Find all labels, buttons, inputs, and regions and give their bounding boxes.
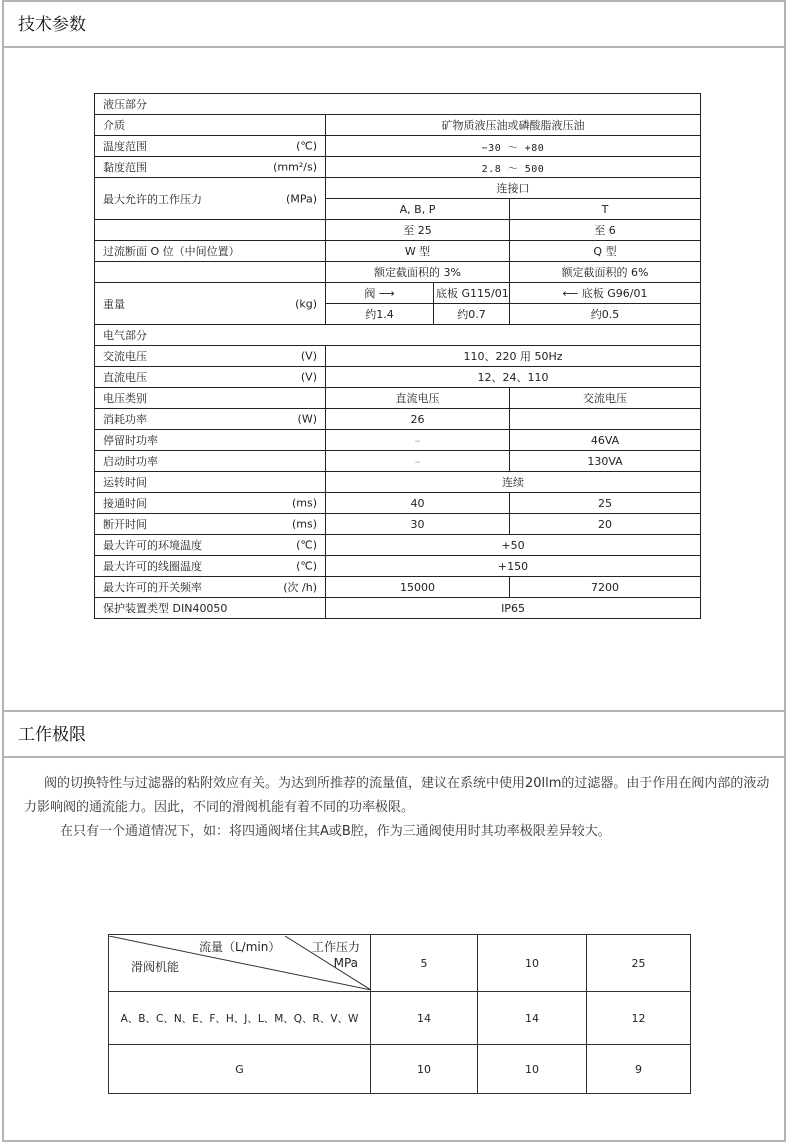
table-row xyxy=(95,430,701,451)
weight-unit: (kg) xyxy=(295,297,317,310)
coil-temp-unit: (℃) xyxy=(296,559,317,573)
medium-value: 矿物质液压油或磷酸脂液压油 xyxy=(326,115,701,136)
viscosity-value: 2.8 ～ 500 xyxy=(326,157,701,178)
flow-value: 10 xyxy=(478,1045,587,1094)
corner-pressure-label: 工作压力 xyxy=(311,940,360,954)
pressure-header: 5 xyxy=(371,935,478,992)
max-pressure-label xyxy=(95,178,326,220)
ac-voltage-label xyxy=(95,346,326,367)
table-row xyxy=(95,220,701,241)
corner-function-label: 滑阀机能 xyxy=(131,960,180,974)
power-dc: 26 xyxy=(326,409,510,430)
table-row xyxy=(109,992,691,1045)
duty-label: 运转时间 xyxy=(95,472,326,493)
dc-voltage-unit: (V) xyxy=(300,370,317,384)
corner-cell xyxy=(109,935,371,992)
weight-plate2-head: ⟵ 底板 G96/01 xyxy=(510,283,701,304)
flow-type-q: Q 型 xyxy=(510,241,701,262)
switch-freq-unit: (次 /h) xyxy=(283,581,317,594)
protection-value: IP65 xyxy=(326,598,701,619)
coil-temp-value: +150 xyxy=(326,556,701,577)
flow-value: 14 xyxy=(478,992,587,1045)
weight-valve-head: 阀 ⟶ xyxy=(326,283,434,304)
section-title-work-limits: 工作极限 xyxy=(4,712,784,758)
power-label xyxy=(95,409,326,430)
pressure-header: 25 xyxy=(587,935,691,992)
holding-power-label: 停留时功率 xyxy=(95,430,326,451)
port-abp: A, B, P xyxy=(326,199,510,220)
table-row xyxy=(95,451,701,472)
ac-voltage-value: 110、220 用 50Hz xyxy=(326,346,701,367)
weight-valve-value: 约1.4 xyxy=(326,304,434,325)
ac-voltage-text: 交流电压 xyxy=(103,350,147,363)
temp-range-text: 温度范围 xyxy=(103,140,147,153)
off-time-ac: 20 xyxy=(510,514,701,535)
table-row xyxy=(95,241,701,262)
flow-value: 10 xyxy=(371,1045,478,1094)
off-time-text: 断开时间 xyxy=(103,518,147,531)
corner-unit-label: MPa xyxy=(333,956,358,970)
limits-paragraph-1: 阀的切换特性与过滤器的粘附效应有关。为达到所推荐的流量值，建议在系统中使用20llm的过滤器。由于作用在阀内部的液动力影响阀的通流能力。因此，不同的滑阀机能有着不同的功率极限。 xyxy=(24,776,770,815)
section-title-tech-params: 技术参数 xyxy=(4,2,784,48)
holding-power-dc: – xyxy=(326,430,510,451)
ambient-temp-unit: (℃) xyxy=(296,538,317,552)
table-row xyxy=(95,325,701,346)
flow-pct-w: 额定截面积的 3% xyxy=(326,262,510,283)
protection-label: 保护装置类型 DIN40050 xyxy=(95,598,326,619)
table-row xyxy=(95,409,701,430)
voltage-type-label: 电压类别 xyxy=(95,388,326,409)
switch-freq-dc: 15000 xyxy=(326,577,510,598)
temp-range-value: −30 ～ +80 xyxy=(326,136,701,157)
inrush-power-label: 启动时功率 xyxy=(95,451,326,472)
off-time-label xyxy=(95,514,326,535)
off-time-unit: (ms) xyxy=(291,517,317,531)
limits-paragraph-2: 在只有一个通道情况下，如：将四通阀堵住其A或B腔，作为三通阀使用时其功率极限差异较大。 xyxy=(60,824,611,839)
pressure-t-value: 至 6 xyxy=(510,220,701,241)
power-ac xyxy=(510,409,701,430)
table-row xyxy=(95,556,701,577)
switch-freq-label xyxy=(95,577,326,598)
medium-label: 介质 xyxy=(95,115,326,136)
port-header: 连接口 xyxy=(326,178,701,199)
viscosity-label xyxy=(95,157,326,178)
table-row xyxy=(109,935,691,992)
table-row xyxy=(95,514,701,535)
dc-voltage-text: 直流电压 xyxy=(103,371,147,384)
table-row xyxy=(95,115,701,136)
table-row xyxy=(95,493,701,514)
table-row xyxy=(95,472,701,493)
coil-temp-label xyxy=(95,556,326,577)
function-cell: A、B、C、N、E、F、H、J、L、M、Q、R、V、W xyxy=(109,992,371,1045)
table-row xyxy=(95,388,701,409)
temp-range-label xyxy=(95,136,326,157)
viscosity-text: 黏度范围 xyxy=(103,161,147,174)
holding-power-ac: 46VA xyxy=(510,430,701,451)
max-pressure-text: 最大允许的工作压力 xyxy=(103,192,202,206)
work-limits-panel xyxy=(2,712,786,1142)
temp-range-unit: (℃) xyxy=(296,139,317,153)
voltage-type-ac: 交流电压 xyxy=(510,388,701,409)
function-cell: G xyxy=(109,1045,371,1094)
table-row xyxy=(95,367,701,388)
on-time-dc: 40 xyxy=(326,493,510,514)
flow-pct-q: 额定截面积的 6% xyxy=(510,262,701,283)
table-row xyxy=(95,157,701,178)
limits-description xyxy=(24,772,776,844)
on-time-label xyxy=(95,493,326,514)
weight-text: 重量 xyxy=(103,297,125,311)
flow-value: 14 xyxy=(371,992,478,1045)
corner-flow-label: 流量（L/min） xyxy=(199,940,281,954)
power-unit: (W) xyxy=(297,412,317,426)
empty-cell xyxy=(95,262,326,283)
max-pressure-unit: (MPa) xyxy=(286,192,317,205)
flow-type-w: W 型 xyxy=(326,241,510,262)
off-time-dc: 30 xyxy=(326,514,510,535)
switch-freq-text: 最大许可的开关频率 xyxy=(103,581,202,594)
electric-header: 电气部分 xyxy=(95,325,701,346)
ambient-temp-text: 最大许可的环境温度 xyxy=(103,539,202,552)
table-row xyxy=(95,178,701,199)
ambient-temp-label xyxy=(95,535,326,556)
dc-voltage-label xyxy=(95,367,326,388)
hydraulic-header: 液压部分 xyxy=(95,94,701,115)
table-row xyxy=(95,262,701,283)
switch-freq-ac: 7200 xyxy=(510,577,701,598)
ambient-temp-value: +50 xyxy=(326,535,701,556)
pressure-header: 10 xyxy=(478,935,587,992)
on-time-unit: (ms) xyxy=(291,496,317,510)
on-time-text: 接通时间 xyxy=(103,497,147,510)
table-row xyxy=(109,1045,691,1094)
weight-plate1-head: 底板 G115/01 xyxy=(434,283,510,304)
tech-params-panel xyxy=(2,0,786,712)
port-t: T xyxy=(510,199,701,220)
flow-value: 12 xyxy=(587,992,691,1045)
limits-table xyxy=(108,934,691,1094)
dc-voltage-value: 12、24、110 xyxy=(326,367,701,388)
power-text: 消耗功率 xyxy=(103,413,147,426)
table-row xyxy=(95,535,701,556)
table-row xyxy=(95,94,701,115)
weight-plate2-value: 约0.5 xyxy=(510,304,701,325)
table-row xyxy=(95,283,701,304)
inrush-power-ac: 130VA xyxy=(510,451,701,472)
flow-value: 9 xyxy=(587,1045,691,1094)
coil-temp-text: 最大许可的线圈温度 xyxy=(103,560,202,573)
weight-plate1-value: 约0.7 xyxy=(434,304,510,325)
pressure-abp-value: 至 25 xyxy=(326,220,510,241)
viscosity-unit: (mm²/s) xyxy=(273,160,317,174)
on-time-ac: 25 xyxy=(510,493,701,514)
weight-label xyxy=(95,283,326,325)
voltage-type-dc: 直流电压 xyxy=(326,388,510,409)
table-row xyxy=(95,346,701,367)
spec-table xyxy=(94,93,701,619)
table-row xyxy=(95,136,701,157)
flow-section-label: 过流断面 O 位（中间位置） xyxy=(95,241,326,262)
ac-voltage-unit: (V) xyxy=(300,349,317,363)
empty-cell xyxy=(95,220,326,241)
inrush-power-dc: – xyxy=(326,451,510,472)
duty-value: 连续 xyxy=(326,472,701,493)
table-row xyxy=(95,598,701,619)
table-row xyxy=(95,577,701,598)
